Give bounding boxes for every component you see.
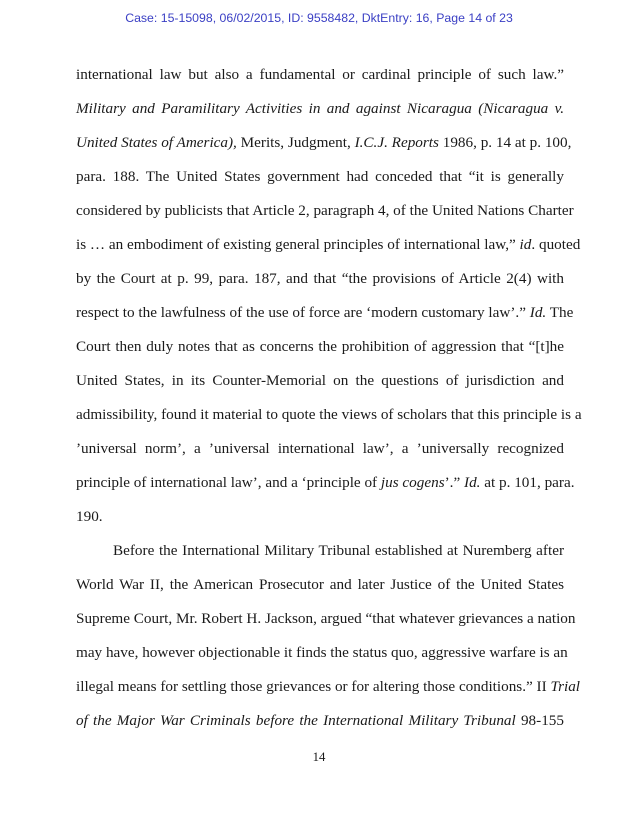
text-span: 1986, p. 14 at p. 100, bbox=[438, 134, 572, 151]
text-span: World War II, the American Prosecutor and later Justice of the United States bbox=[76, 576, 564, 593]
text-span: United States, in its Counter-Memorial on the questions of jurisdiction and bbox=[76, 372, 564, 389]
italic-text-span: Trial bbox=[550, 678, 581, 695]
page-number: 14 bbox=[312, 750, 326, 764]
text-line bbox=[76, 330, 564, 364]
text-line bbox=[76, 160, 564, 194]
text-line bbox=[76, 466, 575, 500]
text-span: 98-155 bbox=[515, 712, 564, 729]
text-span: The bbox=[546, 304, 574, 321]
text-span: principle of international law’, and a ‘principle of bbox=[76, 474, 381, 491]
text-line bbox=[76, 534, 564, 568]
italic-text-span: Military and Paramilitary Activities in and against Nicaragua (Nicaragua v. bbox=[76, 100, 564, 117]
text-line bbox=[76, 262, 564, 296]
text-line bbox=[76, 500, 564, 534]
text-span: is … an embodiment of existing general principles of international law,” bbox=[76, 236, 520, 253]
text-span: Court then duly notes that as concerns the prohibition of aggression that “[t]he bbox=[76, 338, 564, 355]
text-span: may have, however objectionable it finds the status quo, aggressive warfare is an bbox=[76, 644, 568, 661]
text-line bbox=[76, 670, 581, 704]
text-span: international law but also a fundamental or cardinal principle of such law.” bbox=[76, 66, 564, 83]
document-body bbox=[76, 58, 582, 738]
text-span: Merits, Judgment, bbox=[236, 134, 355, 151]
text-line bbox=[76, 194, 574, 228]
italic-text-span: Id. bbox=[464, 474, 481, 491]
text-span: . quoted bbox=[531, 236, 581, 253]
text-span: at p. 101, para. bbox=[480, 474, 575, 491]
text-line bbox=[76, 364, 564, 398]
text-span: by the Court at p. 99, para. 187, and that “the provisions of Article 2(4) with bbox=[76, 270, 564, 287]
text-line bbox=[76, 92, 564, 126]
text-line bbox=[76, 296, 574, 330]
italic-text-span: I.C.J. Reports bbox=[354, 134, 439, 151]
text-line bbox=[76, 568, 564, 602]
text-span: para. 188. The United States government had conceded that “it is generally bbox=[76, 168, 564, 185]
italic-text-span: Id. bbox=[529, 304, 547, 321]
text-span: respect to the lawfulness of the use of force are ‘modern customary law’.” bbox=[76, 304, 530, 321]
text-line bbox=[76, 432, 564, 466]
text-span: admissibility, found it material to quote the views of scholars that this principle is a bbox=[76, 406, 582, 423]
text-line bbox=[76, 636, 568, 670]
text-span: 190. bbox=[76, 508, 103, 525]
text-line bbox=[76, 398, 582, 432]
italic-text-span: jus cogens bbox=[380, 474, 445, 491]
text-span: Before the International Military Tribunal established at Nuremberg after bbox=[113, 542, 564, 559]
italic-text-span: of the Major War Criminals before the International Military Tribunal bbox=[76, 712, 516, 729]
text-span: illegal means for settling those grievances or for altering those conditions.” II bbox=[76, 678, 551, 695]
text-line bbox=[76, 602, 576, 636]
case-header-stamp: Case: 15-15098, 06/02/2015, ID: 9558482, DktEntry: 16, Page 14 of 23 bbox=[125, 11, 513, 25]
text-line bbox=[76, 228, 581, 262]
italic-text-span: United States of America), bbox=[76, 134, 237, 151]
text-span: ’universal norm’, a ’universal international law’, a ’universally recognized bbox=[76, 440, 564, 457]
text-line bbox=[76, 126, 572, 160]
text-line bbox=[76, 704, 564, 738]
text-span: Supreme Court, Mr. Robert H. Jackson, argued “that whatever grievances a nation bbox=[76, 610, 576, 627]
text-line bbox=[76, 58, 564, 92]
italic-text-span: id bbox=[519, 236, 532, 253]
text-span: considered by publicists that Article 2, paragraph 4, of the United Nations Charter bbox=[76, 202, 574, 219]
text-span: ’.” bbox=[444, 474, 465, 491]
